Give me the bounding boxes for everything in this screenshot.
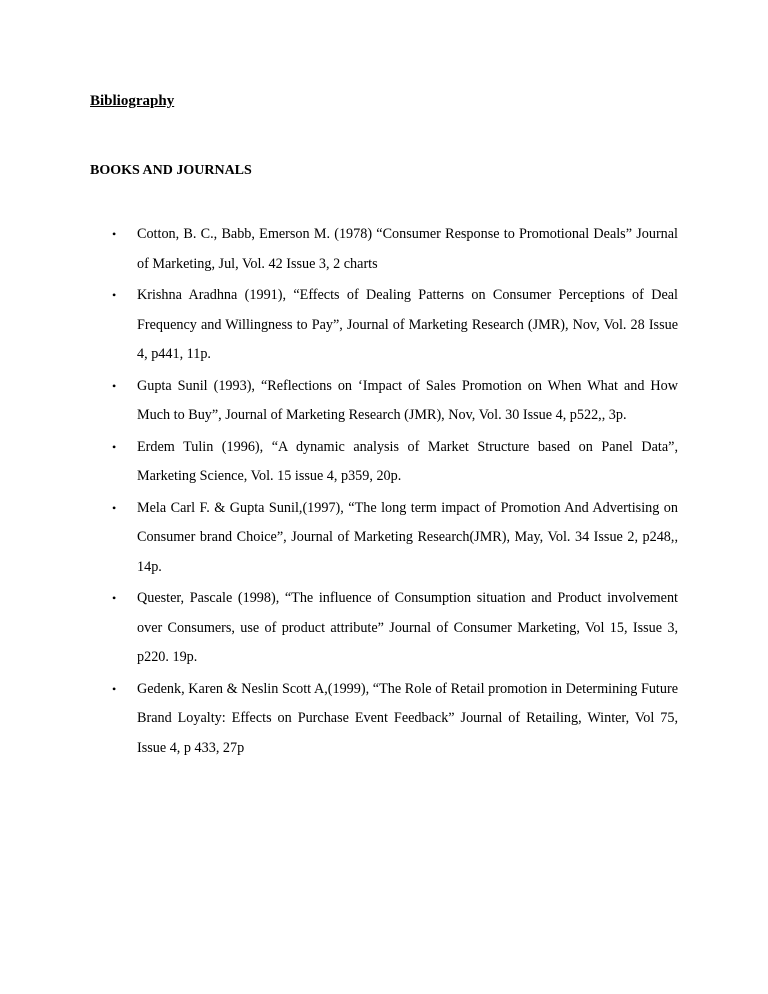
bullet-icon: •	[112, 378, 117, 393]
reference-text: Erdem Tulin (1996), “A dynamic analysis of Market Structure based on Panel Data”, Marketing Science, Vol. 15 issue 4, p359, 20p.	[137, 438, 678, 484]
bullet-icon: •	[112, 227, 117, 241]
reference-item	[90, 584, 678, 673]
reference-text: Krishna Aradhna (1991), “Effects of Dealing Patterns on Consumer Perceptions of Deal Frequency and Willingness to Pay”, Journal of Marketing Research (JMR), Nov, Vol. 28 Issue 4, p441, 11p.	[137, 287, 678, 362]
reference-item	[90, 220, 678, 279]
bullet-icon: •	[112, 288, 117, 302]
reference-text: Gupta Sunil (1993), “Reflections on ‘Impact of Sales Promotion on When What and How Much to Buy”, Journal of Marketing Research (JMR), Nov, Vol. 30 Issue 4, p522,, 3p.	[137, 377, 678, 423]
reference-text: Quester, Pascale (1998), “The influence of Consumption situation and Product involvement over Consumers, use of product attribute” Journal of Consumer Marketing, Vol 15, Issue 3, p220. 19p.	[137, 590, 678, 665]
bullet-icon: •	[112, 500, 117, 515]
reference-item	[90, 675, 678, 764]
reference-text: Gedenk, Karen & Neslin Scott A,(1999), “The Role of Retail promotion in Determining Future Brand Loyalty: Effects on Purchase Event Feedback” Journal of Retailing, Winter, Vol 75, Issue 4, p 433, 27p	[137, 680, 678, 756]
bullet-icon: •	[112, 681, 117, 696]
reference-item	[90, 372, 678, 431]
reference-item	[90, 281, 678, 370]
bullet-icon: •	[112, 439, 117, 454]
bullet-icon: •	[112, 591, 117, 605]
reference-item	[90, 494, 678, 583]
reference-text: Mela Carl F. & Gupta Sunil,(1997), “The long term impact of Promotion And Advertising on Consumer brand Choice”, Journal of Marketing Research(JMR), May, Vol. 34 Issue 2, p248,, 14p.	[137, 499, 678, 575]
reference-item	[90, 433, 678, 492]
section-heading: BOOKS AND JOURNALS	[90, 163, 252, 178]
page-title: Bibliography	[90, 93, 175, 109]
reference-list	[90, 220, 678, 765]
reference-text: Cotton, B. C., Babb, Emerson M. (1978) “Consumer Response to Promotional Deals” Journal of Marketing, Jul, Vol. 42 Issue 3, 2 charts	[137, 226, 678, 272]
